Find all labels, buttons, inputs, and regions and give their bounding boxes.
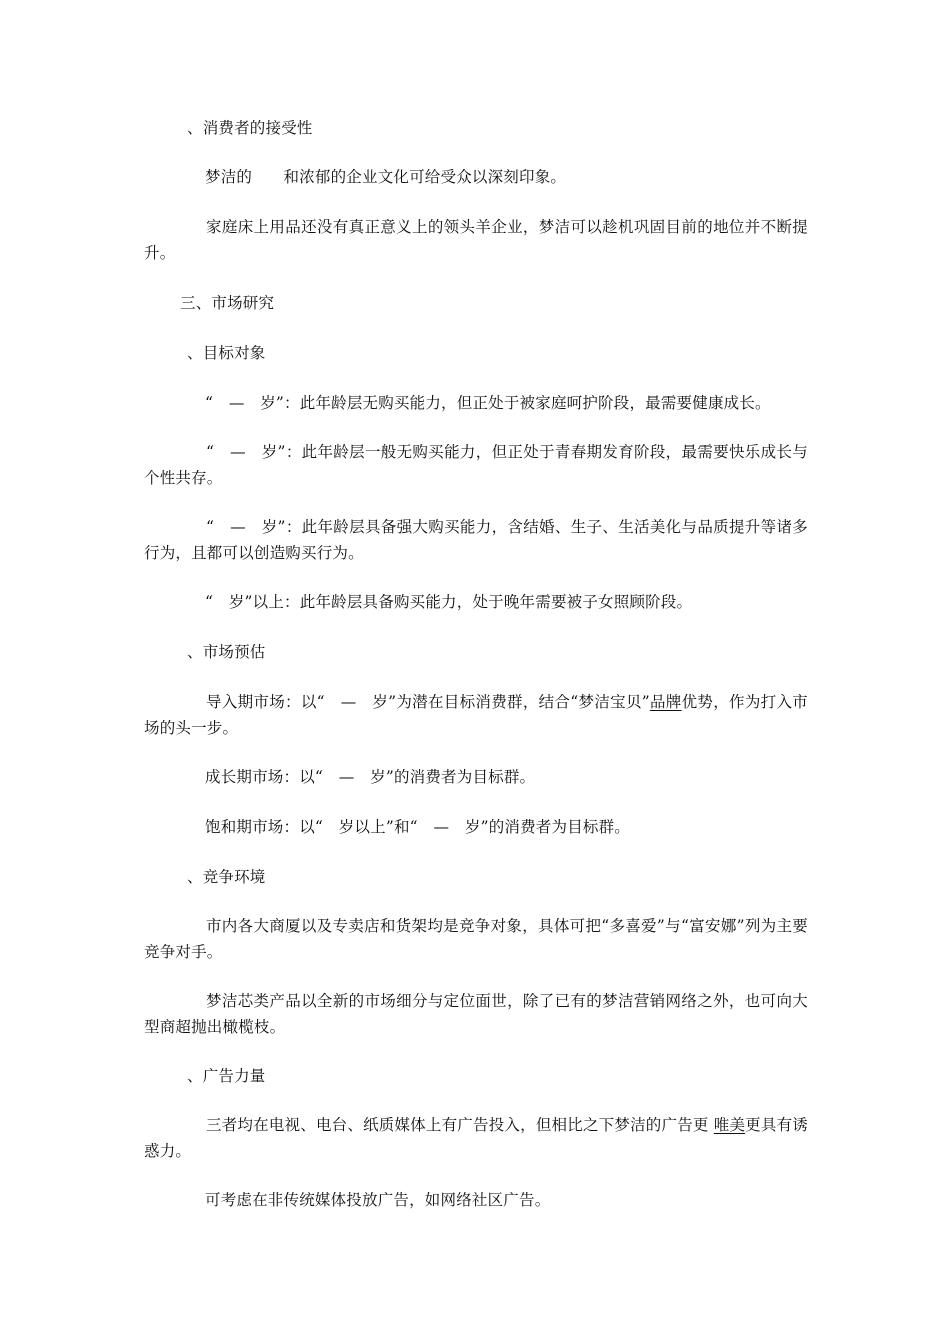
section-heading-competitive-environment: 、竞争环境 xyxy=(187,868,266,886)
section-heading-market-estimate: 、市场预估 xyxy=(187,643,266,661)
paragraph-leading-enterprise: 家庭床上用品还没有真正意义上的领头羊企业，梦洁可以趁机巩固目前的地位并不断提升。 xyxy=(144,218,808,262)
paragraph-age-group-2: “ — 岁”：此年龄层一般无购买能力，但正处于青春期发育阶段，最需要快乐成长与个性共存。 xyxy=(144,443,808,487)
paragraph-introduction-market xyxy=(144,689,808,741)
section-heading-consumer-acceptance: 、消费者的接受性 xyxy=(187,119,313,137)
chapter-heading-market-research: 三、市场研究 xyxy=(180,294,275,312)
aesthetic-underlined-text: 唯美 xyxy=(713,1116,746,1134)
paragraph-core-products: 梦洁芯类产品以全新的市场细分与定位面世，除了已有的梦洁营销网络之外，也可向大型商超抛出橄榄枝。 xyxy=(144,992,808,1036)
paragraph-growth-market: 成长期市场：以“ — 岁”的消费者为目标群。 xyxy=(205,768,536,786)
paragraph-age-group-4: “ 岁”以上：此年龄层具备购买能力，处于晚年需要被子女照顾阶段。 xyxy=(205,593,693,611)
paragraph-competitors: 市内各大商厦以及专卖店和货架均是竞争对象，具体可把“多喜爱”与“富安娜”列为主要竞争对手。 xyxy=(144,917,808,961)
paragraph-age-group-3: “ — 岁”：此年龄层具备强大购买能力，含结婚、生子、生活美化与品质提升等诸多行为，且都可以创造购买行为。 xyxy=(144,518,808,562)
intro-market-text-b: 优势，作为打入市场的头一步。 xyxy=(144,693,808,737)
paragraph-non-traditional-media: 可考虑在非传统媒体投放广告，如网络社区广告。 xyxy=(205,1191,551,1209)
intro-market-text-a: 导入期市场：以“ — 岁”为潜在目标消费群，结合“梦洁宝贝” xyxy=(206,693,650,711)
advertising-text-a: 三者均在电视、电台、纸质媒体上有广告投入，但相比之下梦洁的广告更 xyxy=(206,1116,714,1134)
brand-underlined-text: 品牌 xyxy=(649,693,682,711)
section-heading-target-audience: 、目标对象 xyxy=(187,344,266,362)
paragraph-brand-culture: 梦洁的 和浓郁的企业文化可给受众以深刻印象。 xyxy=(205,168,567,186)
section-heading-advertising-strength: 、广告力量 xyxy=(187,1067,266,1085)
paragraph-saturation-market: 饱和期市场：以“ 岁以上”和“ — 岁”的消费者为目标群。 xyxy=(205,818,630,836)
paragraph-age-group-1: “ — 岁”：此年龄层无购买能力，但正处于被家庭呵护阶段，最需要健康成长。 xyxy=(205,394,771,412)
paragraph-advertising-comparison xyxy=(144,1112,808,1164)
advertising-text-b: 更具有诱惑力。 xyxy=(144,1116,808,1160)
